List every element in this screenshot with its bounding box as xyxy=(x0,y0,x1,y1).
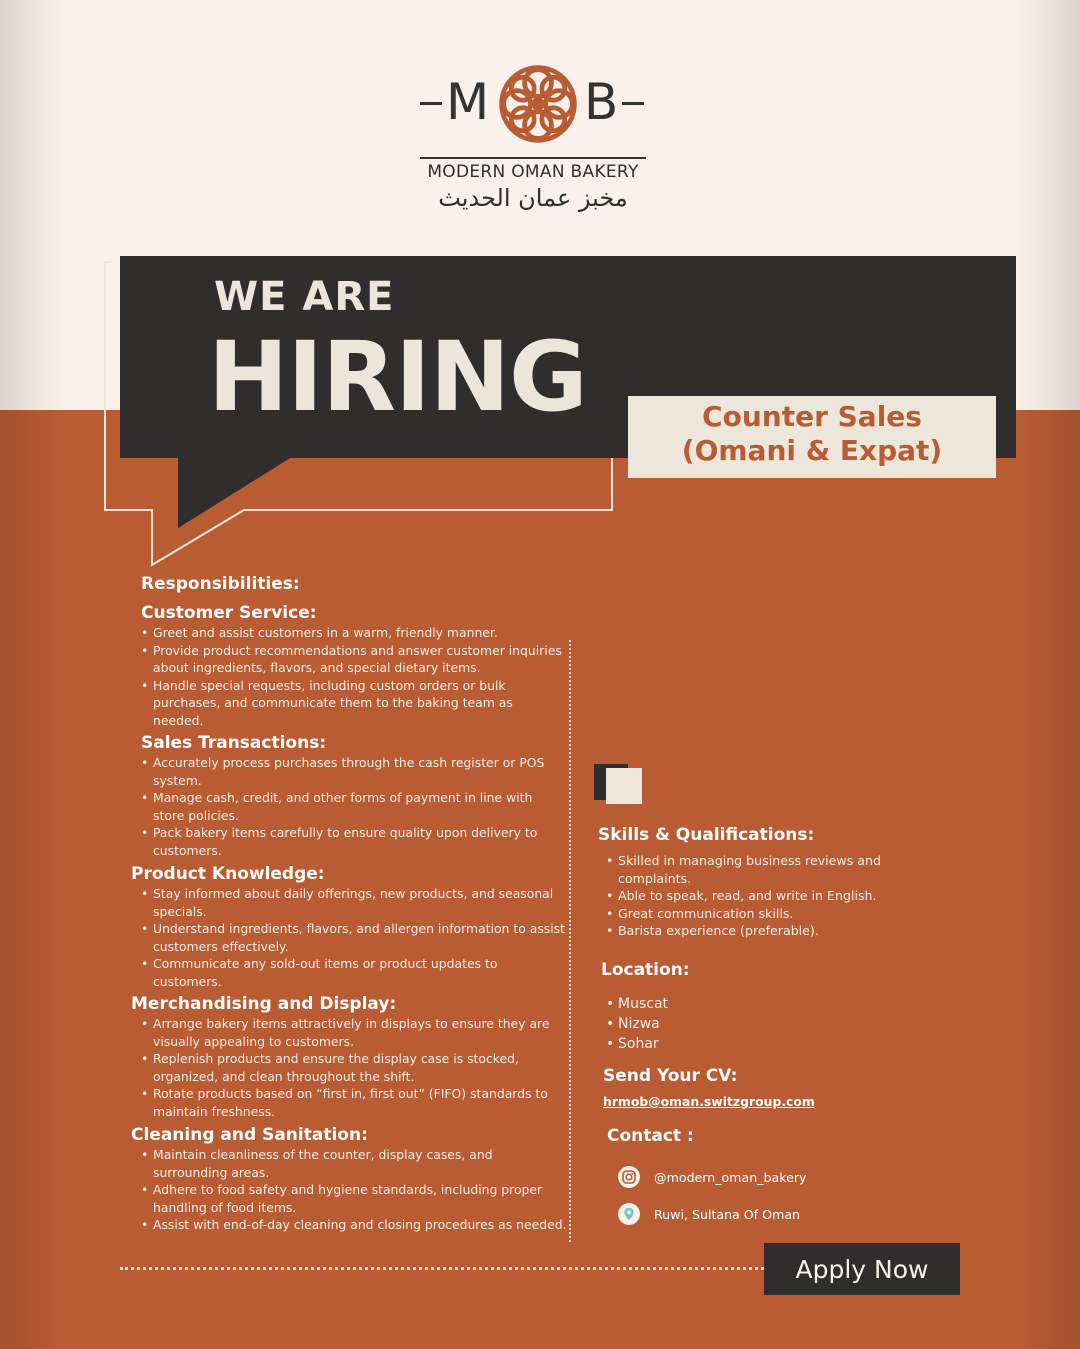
list-item: • Arrange bakery items attractively in displays to ensure they are visually appealing to customers. xyxy=(131,1015,567,1050)
rosette-icon xyxy=(494,58,582,150)
logo-dash-right xyxy=(622,102,644,105)
list-item: • Nizwa xyxy=(596,1014,796,1034)
left-shadow xyxy=(0,0,64,1349)
logo-letter-b: B xyxy=(584,73,619,131)
logo-mark xyxy=(418,56,648,152)
section-heading-sales-transactions: Sales Transactions: xyxy=(141,733,327,753)
logo-letter-m: M xyxy=(446,73,490,131)
responsibilities-heading: Responsibilities: xyxy=(141,574,300,594)
list-locations xyxy=(596,994,796,1054)
list-item: • Accurately process purchases through the cash register or POS system. xyxy=(131,754,567,789)
footer-divider xyxy=(120,1267,764,1270)
headline-we-are: WE ARE xyxy=(214,274,395,320)
list-item: • Muscat xyxy=(596,994,796,1014)
apply-now-button[interactable]: Apply Now xyxy=(764,1243,960,1295)
list-item: • Assist with end-of-day cleaning and closing procedures as needed. xyxy=(131,1216,567,1234)
list-item: • Replenish products and ensure the display case is stocked, organized, and clean throughout the shift. xyxy=(131,1050,567,1085)
instagram-contact[interactable] xyxy=(618,1166,806,1188)
position-box xyxy=(628,396,996,478)
instagram-handle: @modern_oman_bakery xyxy=(654,1169,807,1185)
list-item: • Rotate products based on “first in, first out” (FIFO) standards to maintain freshness. xyxy=(131,1085,567,1120)
instagram-icon xyxy=(618,1166,640,1188)
section-heading-merchandising: Merchandising and Display: xyxy=(131,994,397,1014)
brand-name-ar: مخبز عمان الحديث xyxy=(438,184,628,212)
section-heading-cleaning: Cleaning and Sanitation: xyxy=(131,1125,368,1145)
headline-hiring: HIRING xyxy=(208,321,587,433)
list-item: • Great communication skills. xyxy=(596,905,906,923)
list-item: • Greet and assist customers in a warm, friendly manner. xyxy=(131,624,567,642)
cv-email-link[interactable]: hrmob@oman.switzgroup.com xyxy=(603,1094,815,1109)
contact-heading: Contact : xyxy=(607,1126,694,1146)
list-item: • Sohar xyxy=(596,1034,796,1054)
list-item: • Skilled in managing business reviews and complaints. xyxy=(596,852,906,887)
location-heading: Location: xyxy=(601,960,690,980)
column-divider xyxy=(569,640,571,1242)
list-item: • Provide product recommendations and answer customer inquiries about ingredients, flavors, and special dietary items. xyxy=(131,642,567,677)
list-item: • Able to speak, read, and write in English. xyxy=(596,887,906,905)
list-item: • Manage cash, credit, and other forms of payment in line with store policies. xyxy=(131,789,567,824)
list-cleaning xyxy=(131,1146,567,1234)
list-item: • Pack bakery items carefully to ensure quality upon delivery to customers. xyxy=(131,824,567,859)
logo-divider xyxy=(420,157,646,159)
list-item: • Stay informed about daily offerings, new products, and seasonal specials. xyxy=(131,885,567,920)
list-item: • Maintain cleanliness of the counter, display cases, and surrounding areas. xyxy=(131,1146,567,1181)
list-customer-service xyxy=(131,624,567,729)
brand-name-en: MODERN OMAN BAKERY xyxy=(427,162,639,182)
list-item: • Handle special requests, including custom orders or bulk purchases, and communicate them to the baking team as needed. xyxy=(131,677,567,730)
logo xyxy=(418,56,648,216)
list-item: • Barista experience (preferable). xyxy=(596,922,906,940)
address-contact xyxy=(618,1203,800,1225)
position-title: Counter Sales xyxy=(702,400,922,433)
location-pin-icon xyxy=(618,1203,640,1225)
skills-heading: Skills & Qualifications: xyxy=(598,825,815,845)
section-heading-customer-service: Customer Service: xyxy=(141,603,317,623)
position-subtitle: (Omani & Expat) xyxy=(681,434,943,467)
list-sales-transactions xyxy=(131,754,567,859)
cv-heading: Send Your CV: xyxy=(603,1066,738,1086)
list-item: • Understand ingredients, flavors, and allergen information to assist customers effectively. xyxy=(131,920,567,955)
section-heading-product-knowledge: Product Knowledge: xyxy=(131,864,325,884)
list-product-knowledge xyxy=(131,885,567,990)
list-item: • Adhere to food safety and hygiene standards, including proper handling of food items. xyxy=(131,1181,567,1216)
decor-square-light xyxy=(606,768,642,804)
logo-dash-left xyxy=(420,102,442,105)
list-item: • Communicate any sold-out items or product updates to customers. xyxy=(131,955,567,990)
address-text: Ruwi, Sultana Of Oman xyxy=(654,1206,801,1222)
right-shadow xyxy=(1016,0,1080,1349)
list-skills xyxy=(596,852,906,940)
list-merchandising xyxy=(131,1015,567,1120)
